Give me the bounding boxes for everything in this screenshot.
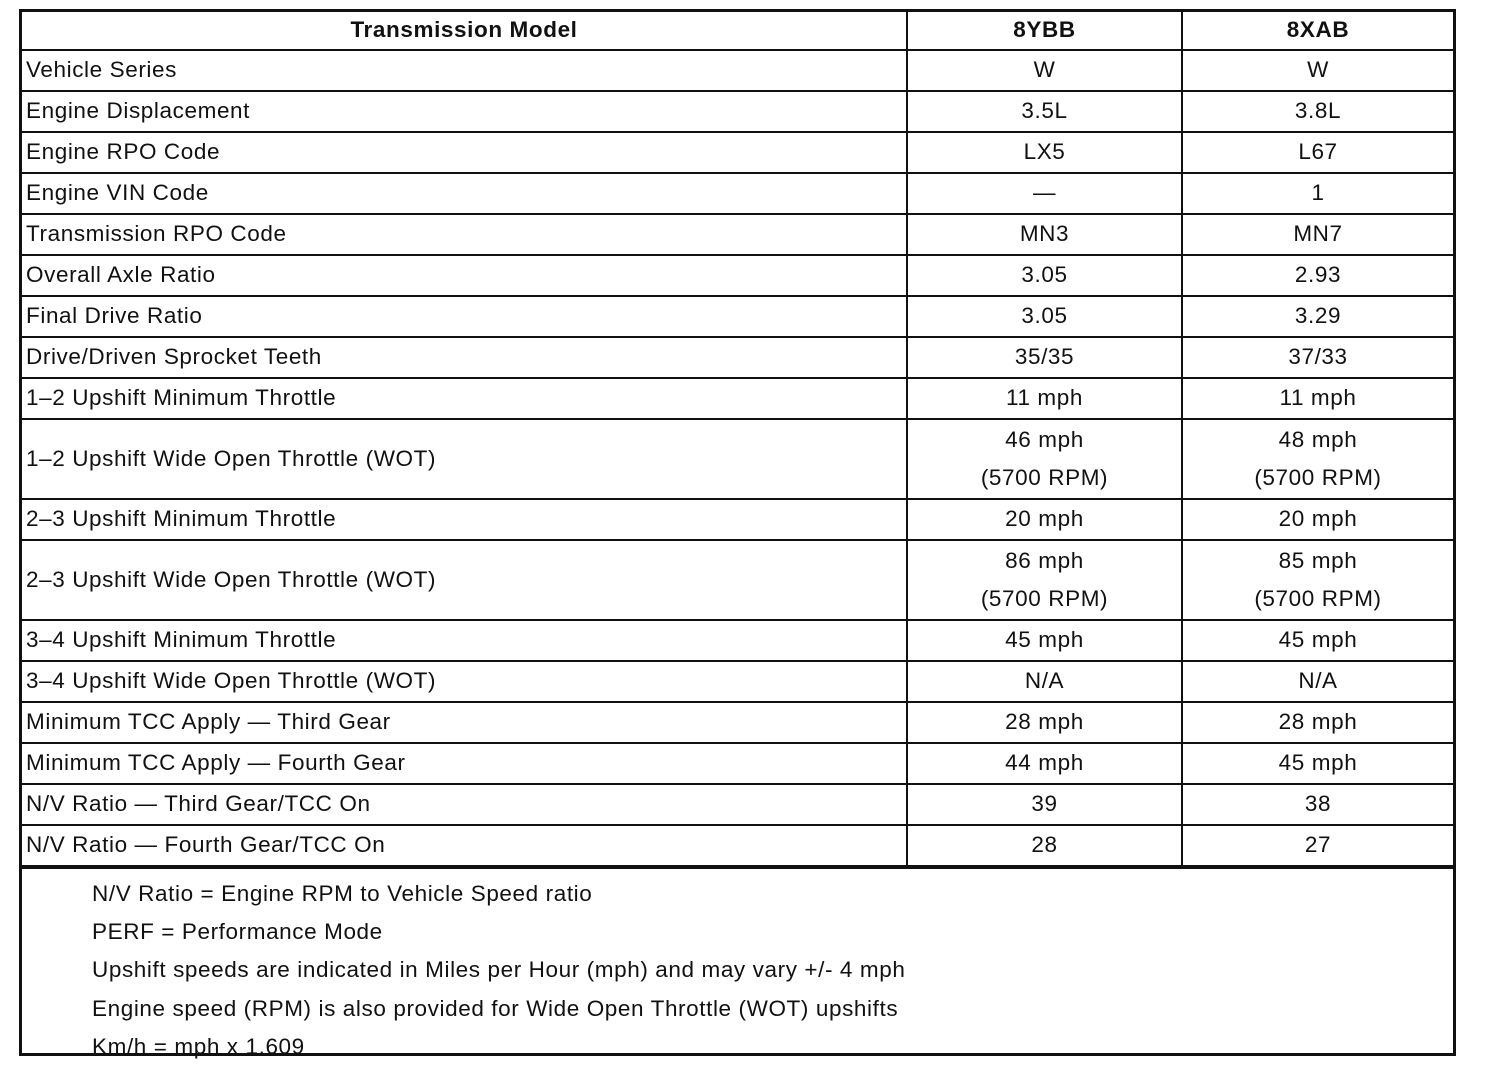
table-row bbox=[22, 499, 1453, 540]
row-label: Transmission RPO Code bbox=[22, 214, 907, 255]
value-line: 2.93 bbox=[1294, 262, 1342, 288]
value-line: 28 bbox=[1031, 832, 1058, 858]
value-line: 11 mph bbox=[1006, 385, 1083, 411]
value-line: 45 mph bbox=[1005, 627, 1084, 653]
value-8ybb bbox=[907, 50, 1182, 91]
footnote-line: Engine speed (RPM) is also provided for Wide Open Throttle (WOT) upshifts bbox=[92, 995, 899, 1021]
value-line: (5700 RPM) bbox=[980, 585, 1109, 611]
value-line: 48 mph bbox=[1278, 426, 1358, 452]
row-label: 3–4 Upshift Minimum Throttle bbox=[22, 620, 907, 661]
table-row bbox=[22, 378, 1453, 419]
value-line: 3.29 bbox=[1294, 303, 1342, 329]
value-8ybb bbox=[907, 825, 1182, 866]
row-label: Overall Axle Ratio bbox=[22, 255, 907, 296]
table-row bbox=[22, 661, 1453, 702]
value-8ybb bbox=[907, 214, 1182, 255]
value-line: 39 bbox=[1031, 791, 1058, 817]
row-label: Drive/Driven Sprocket Teeth bbox=[22, 337, 907, 378]
value-line: LX5 bbox=[1023, 139, 1066, 165]
value-line: 27 bbox=[1304, 832, 1332, 858]
value-line: 85 mph bbox=[1278, 547, 1358, 573]
value-line: W bbox=[1033, 57, 1056, 83]
value-8xab bbox=[1182, 702, 1453, 743]
value-8ybb bbox=[907, 499, 1182, 540]
header-row bbox=[22, 12, 1453, 50]
value-8xab bbox=[1182, 825, 1453, 866]
row-label: 1–2 Upshift Wide Open Throttle (WOT) bbox=[22, 419, 907, 499]
row-label: N/V Ratio — Fourth Gear/TCC On bbox=[22, 825, 907, 866]
row-label: Minimum TCC Apply — Fourth Gear bbox=[22, 743, 907, 784]
row-label: Engine VIN Code bbox=[22, 173, 907, 214]
footnotes bbox=[22, 867, 1453, 1059]
value-line: MN3 bbox=[1019, 221, 1070, 247]
value-8ybb bbox=[907, 743, 1182, 784]
value-8xab bbox=[1182, 499, 1453, 540]
value-line: 45 mph bbox=[1278, 750, 1358, 776]
table-row bbox=[22, 173, 1453, 214]
value-line: 20 mph bbox=[1005, 506, 1084, 532]
value-8xab bbox=[1182, 378, 1453, 419]
table-row bbox=[22, 784, 1453, 825]
table-row bbox=[22, 419, 1453, 499]
value-line: 3.8L bbox=[1294, 98, 1342, 124]
value-8ybb bbox=[907, 337, 1182, 378]
footnote-line: N/V Ratio = Engine RPM to Vehicle Speed ratio bbox=[92, 881, 593, 906]
value-8ybb bbox=[907, 91, 1182, 132]
table-row bbox=[22, 702, 1453, 743]
table-row bbox=[22, 296, 1453, 337]
table-row bbox=[22, 255, 1453, 296]
table-row bbox=[22, 620, 1453, 661]
row-label: Engine RPO Code bbox=[22, 132, 907, 173]
value-line: N/A bbox=[1024, 668, 1065, 694]
table-row bbox=[22, 743, 1453, 784]
value-line: 11 mph bbox=[1279, 385, 1357, 411]
header-label: Transmission Model bbox=[22, 12, 907, 50]
header-model-8ybb: 8YBB bbox=[907, 12, 1182, 50]
header-model-8xab: 8XAB bbox=[1182, 12, 1453, 50]
value-8ybb bbox=[907, 419, 1182, 499]
value-line: (5700 RPM) bbox=[1254, 464, 1382, 490]
value-line: 45 mph bbox=[1278, 627, 1358, 653]
value-8xab bbox=[1182, 337, 1453, 378]
value-line: 37/33 bbox=[1288, 344, 1348, 370]
value-line: 3.5L bbox=[1021, 98, 1068, 124]
transmission-spec-table bbox=[22, 12, 1453, 867]
value-line: (5700 RPM) bbox=[1254, 585, 1382, 611]
table-row bbox=[22, 540, 1453, 620]
value-line: W bbox=[1307, 57, 1329, 83]
value-line: L67 bbox=[1298, 139, 1338, 165]
row-label: N/V Ratio — Third Gear/TCC On bbox=[22, 784, 907, 825]
value-line: 28 mph bbox=[1005, 709, 1084, 735]
row-label: 2–3 Upshift Minimum Throttle bbox=[22, 499, 907, 540]
footnote-line: PERF = Performance Mode bbox=[92, 919, 383, 945]
value-8xab bbox=[1182, 173, 1453, 214]
value-line: — bbox=[1032, 180, 1057, 206]
table-row bbox=[22, 825, 1453, 866]
value-8ybb bbox=[907, 784, 1182, 825]
row-label: 3–4 Upshift Wide Open Throttle (WOT) bbox=[22, 661, 907, 702]
table-row bbox=[22, 337, 1453, 378]
value-line: 35/35 bbox=[1014, 344, 1075, 370]
row-label: Engine Displacement bbox=[22, 91, 907, 132]
value-8xab bbox=[1182, 620, 1453, 661]
value-line: 86 mph bbox=[1005, 547, 1084, 573]
value-8ybb bbox=[907, 132, 1182, 173]
table-row bbox=[22, 50, 1453, 91]
footnote-line: Upshift speeds are indicated in Miles per Hour (mph) and may vary +/- 4 mph bbox=[92, 957, 906, 983]
value-8ybb bbox=[907, 540, 1182, 620]
value-8ybb bbox=[907, 620, 1182, 661]
value-line: 44 mph bbox=[1005, 750, 1084, 776]
value-8xab bbox=[1182, 296, 1453, 337]
value-8xab bbox=[1182, 784, 1453, 825]
value-8xab bbox=[1182, 540, 1453, 620]
value-line: 46 mph bbox=[1005, 426, 1084, 452]
table-row bbox=[22, 91, 1453, 132]
value-line: (5700 RPM) bbox=[980, 464, 1109, 490]
value-8ybb bbox=[907, 378, 1182, 419]
value-8ybb bbox=[907, 702, 1182, 743]
value-line: N/A bbox=[1298, 668, 1338, 694]
row-label: 2–3 Upshift Wide Open Throttle (WOT) bbox=[22, 540, 907, 620]
row-label: Vehicle Series bbox=[22, 50, 907, 91]
value-8xab bbox=[1182, 214, 1453, 255]
value-8ybb bbox=[907, 173, 1182, 214]
value-8ybb bbox=[907, 661, 1182, 702]
value-8ybb bbox=[907, 296, 1182, 337]
row-label: 1–2 Upshift Minimum Throttle bbox=[22, 378, 907, 419]
value-line: 3.05 bbox=[1021, 303, 1068, 329]
value-8xab bbox=[1182, 419, 1453, 499]
row-label: Minimum TCC Apply — Third Gear bbox=[22, 702, 907, 743]
value-8ybb bbox=[907, 255, 1182, 296]
footnote-line: Km/h = mph x 1.609 bbox=[92, 1033, 305, 1059]
transmission-spec-sheet bbox=[19, 9, 1456, 1059]
value-8xab bbox=[1182, 91, 1453, 132]
value-line: 20 mph bbox=[1278, 506, 1358, 532]
table-row bbox=[22, 214, 1453, 255]
value-8xab bbox=[1182, 132, 1453, 173]
value-8xab bbox=[1182, 661, 1453, 702]
value-line: MN7 bbox=[1293, 221, 1343, 247]
value-8xab bbox=[1182, 255, 1453, 296]
value-line: 3.05 bbox=[1021, 262, 1068, 288]
value-line: 38 bbox=[1304, 791, 1332, 817]
spec-table-body bbox=[22, 50, 1453, 866]
row-label: Final Drive Ratio bbox=[22, 296, 907, 337]
value-8xab bbox=[1182, 743, 1453, 784]
value-8xab bbox=[1182, 50, 1453, 91]
value-line: 1 bbox=[1311, 180, 1325, 206]
value-line: 28 mph bbox=[1278, 709, 1358, 735]
table-row bbox=[22, 132, 1453, 173]
